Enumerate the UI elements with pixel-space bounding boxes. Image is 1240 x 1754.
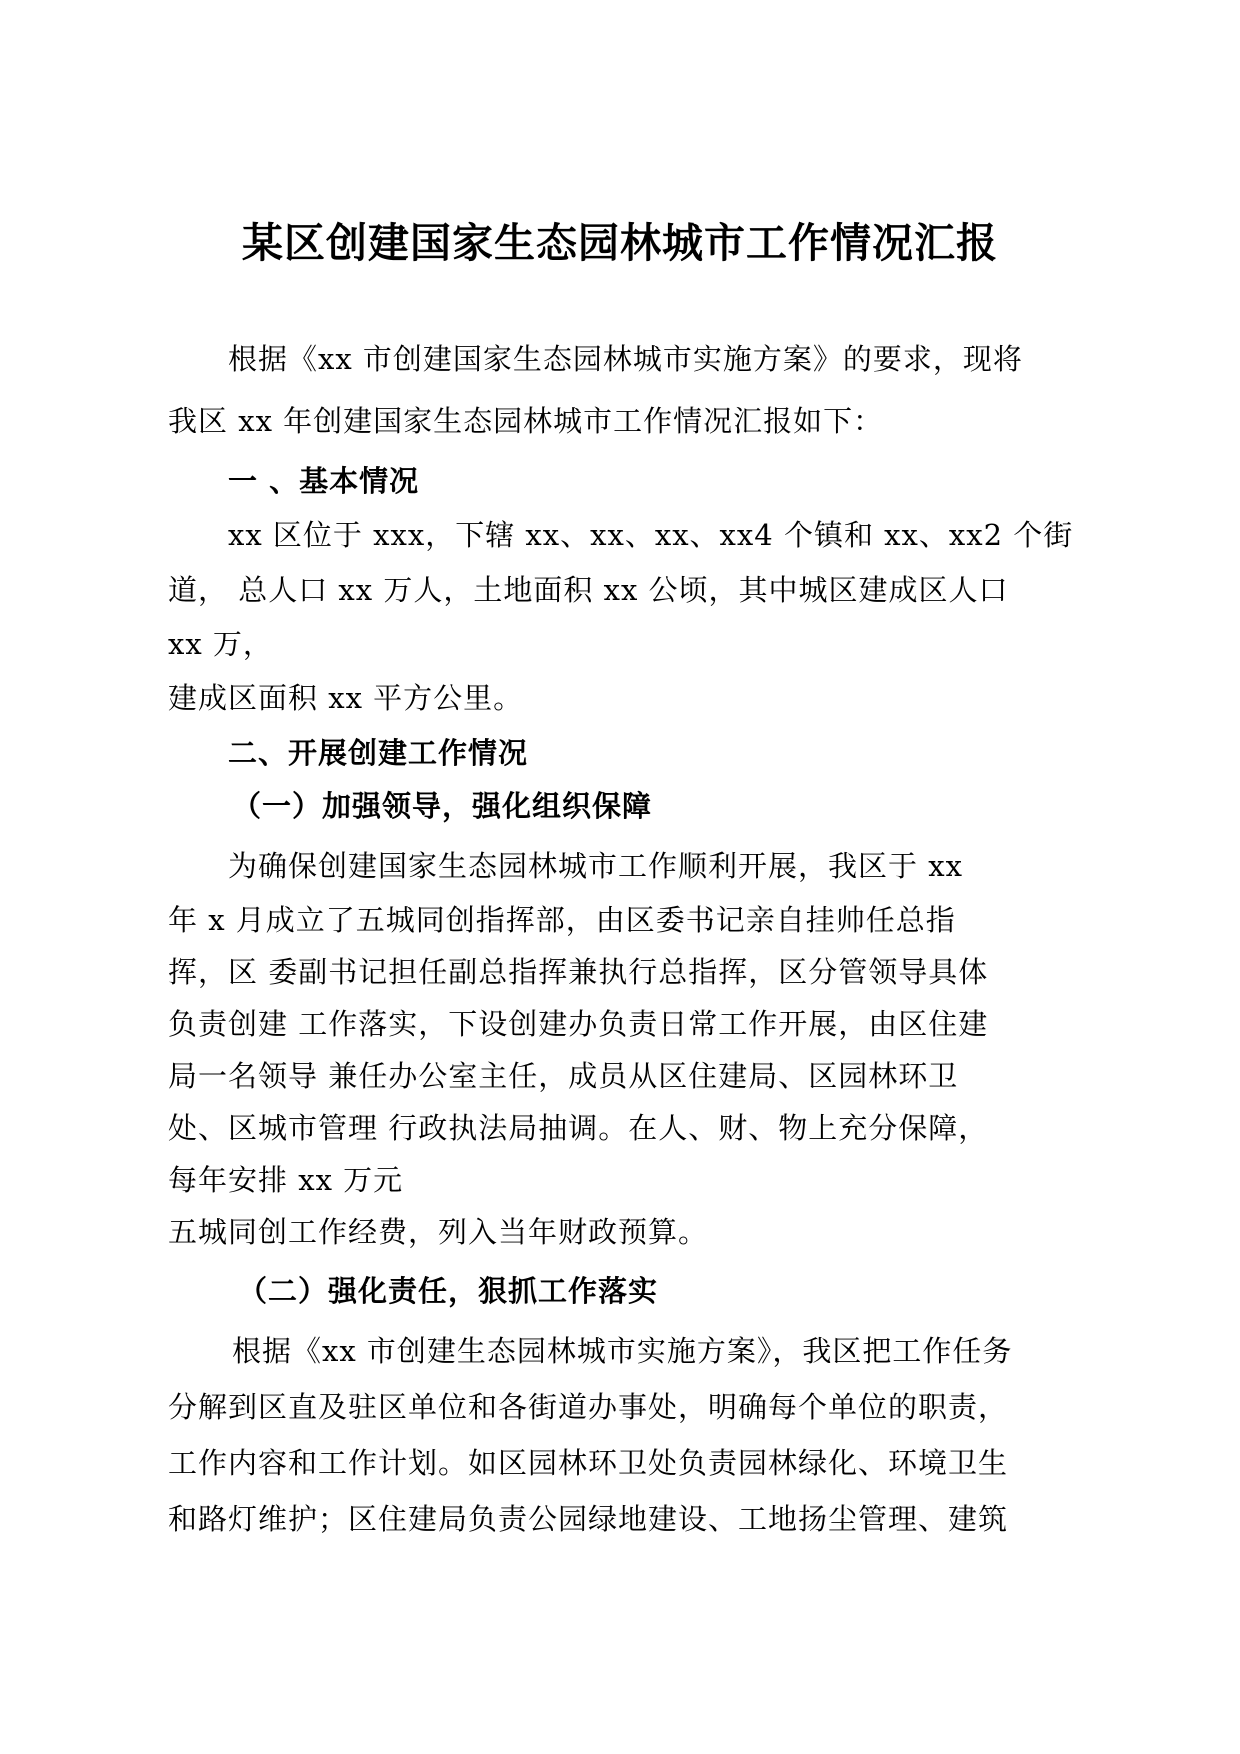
paragraph-line: 负责创建 工作落实，下设创建办负责日常工作开展，由区住建 — [168, 1007, 989, 1041]
paragraph-line: 根据《xx 市创建国家生态园林城市实施方案》的要求，现将 — [228, 342, 1023, 376]
section-heading: 二、开展创建工作情况 — [228, 736, 529, 770]
paragraph-line: 挥，区 委副书记担任副总指挥兼执行总指挥，区分管领导具体 — [168, 955, 989, 989]
paragraph-line: 我区 xx 年创建国家生态园林城市工作情况汇报如下： — [168, 404, 884, 438]
paragraph-line: 年 x 月成立了五城同创指挥部，由区委书记亲自挂帅任总指 — [168, 903, 956, 937]
paragraph-line: 每年安排 xx 万元 — [168, 1163, 404, 1197]
section-heading: 一 、基本情况 — [228, 464, 420, 498]
paragraph-line: 道， 总人口 xx 万人，土地面积 xx 公顷，其中城区建成区人口 — [168, 573, 1009, 607]
paragraph-line: 局一名领导 兼任办公室主任，成员从区住建局、区园林环卫 — [168, 1059, 959, 1093]
paragraph-line: 为确保创建国家生态园林城市工作顺利开展，我区于 xx — [228, 849, 963, 883]
paragraph-line: 工作内容和工作计划。如区园林环卫处负责园林绿化、环境卫生 — [168, 1446, 1009, 1480]
paragraph-line: 建成区面积 xx 平方公里。 — [168, 681, 524, 715]
paragraph-line: xx 万， — [168, 627, 273, 661]
paragraph-line: 和路灯维护；区住建局负责公园绿地建设、工地扬尘管理、建筑 — [168, 1502, 1009, 1536]
paragraph-line: 分解到区直及驻区单位和各街道办事处，明确每个单位的职责， — [168, 1390, 1009, 1424]
subsection-heading: （一）加强领导，强化组织保障 — [232, 789, 653, 823]
paragraph-line: 处、区城市管理 行政执法局抽调。在人、财、物上充分保障， — [168, 1111, 989, 1145]
document-title: 某区创建国家生态园林城市工作情况汇报 — [242, 219, 998, 267]
paragraph-line: 根据《xx 市创建生态园林城市实施方案》，我区把工作任务 — [232, 1334, 1013, 1368]
paragraph-line: 五城同创工作经费，列入当年财政预算。 — [168, 1215, 709, 1249]
paragraph-line: xx 区位于 xxx，下辖 xx、xx、xx、xx4 个镇和 xx、xx2 个街 — [228, 518, 1074, 552]
subsection-heading: （二）强化责任，狠抓工作落实 — [238, 1274, 659, 1308]
